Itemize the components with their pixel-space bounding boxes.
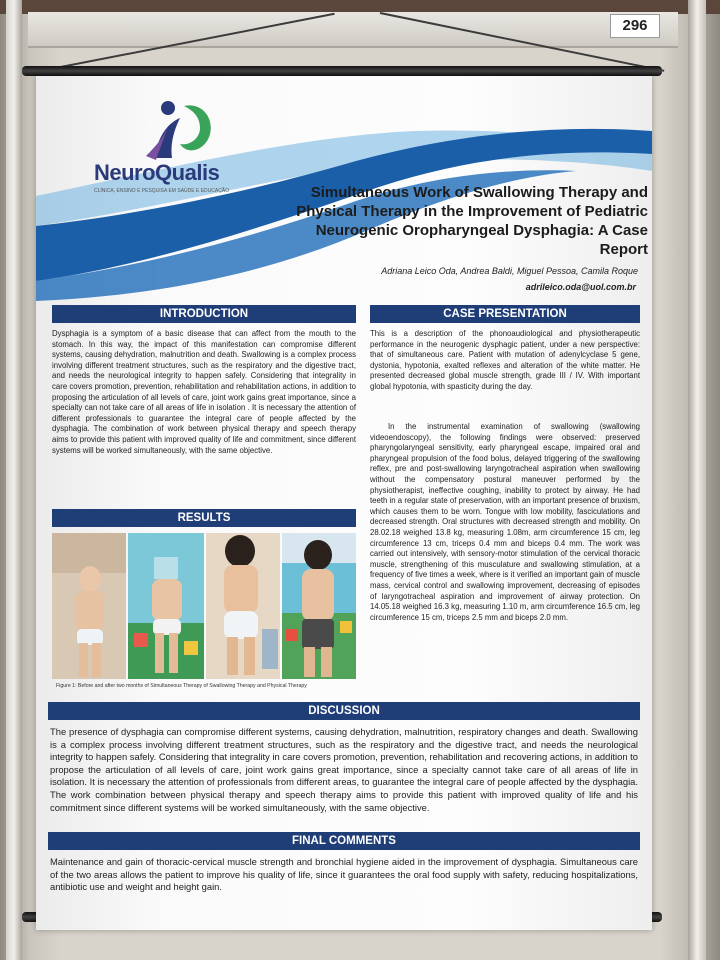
photo-before-front (128, 533, 204, 679)
poster-title: Simultaneous Work of Swallowing Therapy and Physical Therapy in the Improvement of Pediatric Neurogenic Oropharyngeal Dysphagia: A Case Report (296, 184, 648, 258)
final-comments-text: Maintenance and gain of thoracic-cervical muscle strength and bronchial hygiene aided in the improvement of dysphagia. Simultaneous care of the two areas allows the patient to improve his quality of life, since it guarantees the oral food supply with safety, reducing hospitalizations, antibiotic use and weight and height gain. (50, 856, 638, 893)
photo-after-front (282, 533, 356, 679)
poster-authors: Adriana Leico Oda, Andrea Baldi, Miguel Pessoa, Camila Roque (381, 266, 638, 276)
photo-after-back (206, 533, 280, 679)
results-figure-caption: Figure 1: Before and after two months of Simultaneous Therapy of Swallowing Therapy and Physical Therapy (56, 683, 307, 689)
logo-wordmark: NeuroQualis (94, 160, 220, 185)
stand-crossbar (28, 12, 678, 48)
photo-before-back (52, 533, 126, 679)
logo-figure-icon (144, 98, 214, 164)
discussion-text: The presence of dysphagia can compromise different systems, causing dehydration, malnutrition, respiratory changes and death. Swallowing is a complex process involving different treatment structures, such as the respiratory and the digestive tract, and needs the neurological integrity to happen safely. Considering that integrality in care covers promotion, prevention, rehabilitation and recovering actions, in addition to propose the articulation of all levels of care, joint work gains great importance, since a specialty cannot take care of all areas of life in isolation. It is necessary the attention of professionals from different areas, to guarantee the integral care of people affected by the dysphagia. The work combination between physical therapy and speech therapy aims to provide this patient with improved quality of life and his commitment since different systems will be worked simultaneously, with the same objective. (50, 726, 638, 813)
case-presentation-heading: CASE PRESENTATION (370, 305, 640, 323)
final-comments-heading: FINAL COMMENTS (48, 832, 640, 850)
case-presentation-text-1: This is a description of the phonoaudiological and physiotherapeutic performance in the neurogenic dysphagic patient, under a new perspective: that of simultaneous care. Patient with mutation of adenylcyclase 5 gene, dystonia, hypotonia, exalted reflexes and alteration of the white matter. He presented decreased global muscle strength, grade III / IV. With important global hypotonia, with spasticity during the day. (370, 329, 640, 391)
results-photo-grid (52, 533, 356, 679)
poster (36, 76, 652, 930)
case-presentation-text-2: In the instrumental examination of swallowing (swallowing videoendoscopy), the following findings were observed: preserved pharyngolaryngeal sensitivity, early pharyngeal escape, impaired oral and pharyngeal propulsion of the food bolus, delayed triggering of the swallowing reflex, pre and post-swallowing laryngotracheal aspiration when swallowing without the compensatory postural maneuver performed by the physiotherapist, ineffective coughing, inability to protect by airway. He had teeth in a regular state of preservation, with an important presence of bruxism, which causes them to be worn. Tongue with low mobility, fasciculations and decreased strength. Oral structures with decreased strength and mobility. On 28.02.18 weighed 13.8 kg, measuring 1.08m, arm circumference 15 cm, leg circumference 13 cm, triceps 0.4 mm and biceps 0.4 mm. The work was carried out intensively, with sensory-motor stimulation of the cervical thoracic muscle, strengthening of this musculature and swallowing stimulation, at a frequency of five times a week, where is it verified an important gain of muscle mass, cervical control and swallowing improvement, decreasing of episodes of laryngotracheal aspiration and improvement of airway protection. On 14.05.18 weighed 16.3 kg, measuring 1.10 m, arm circumference 16.5 cm, leg circumference 15 cm, triceps 2.5 mm and biceps 2.0 mm. (370, 422, 640, 622)
introduction-text: Dysphagia is a symptom of a basic disease that can affect from the mouth to the stomach. In this way, the impact of this manifestation can compromise different systems, causing dehydration, malnutrition and death. Swallowing is a complex process involving different treatment structures, such as the respiratory and the digestive tract, and needs the neurological integrity to happen safely. Considering that integrality in care covers promotion, prevention, rehabilitation and rehabilitation actions, in addition to proposing the articulation of all levels of care, joint work gains great importance, since a specialty can not take care of all areas of life in isolation . It is necessary the attention of different professionals to guarantee the integral care of people affected by the dysphagia. The combination of work between physical therapy and speech therapy aims to provide this patient with improved quality of life and commitment, since different systems will be worked simultaneously, with the same objective. (52, 329, 356, 455)
stand-pole-right (688, 0, 706, 960)
results-heading: RESULTS (52, 509, 356, 527)
logo-tagline: CLÍNICA, ENSINO E PESQUISA EM SAÚDE E EDUCAÇÃO (94, 188, 230, 194)
stand-pole-left (6, 0, 22, 960)
poster-top-rod (22, 66, 662, 76)
contact-email: adrileico.oda@uol.com.br (525, 282, 636, 292)
board-number-plate: 296 (610, 14, 660, 38)
discussion-heading: DISCUSSION (48, 702, 640, 720)
introduction-heading: INTRODUCTION (52, 305, 356, 323)
